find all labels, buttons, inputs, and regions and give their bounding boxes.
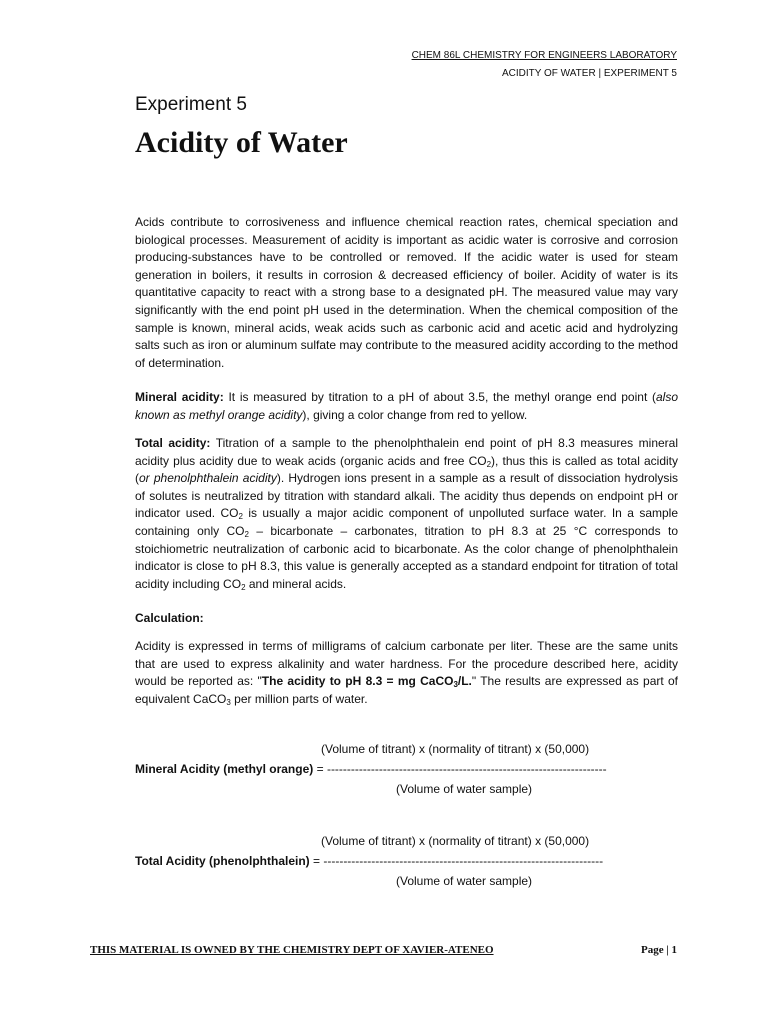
- formula-fraction-bar: = ----------------------------------------------------------------------: [313, 762, 607, 776]
- mineral-text-2: ), giving a color change from red to yellow.: [302, 407, 528, 422]
- total-italic: or phenolphthalein acidity: [139, 471, 277, 486]
- total-text-4: is usually a major acidic component of unpolluted surface water. In a sample containing only CO: [135, 506, 678, 538]
- intro-paragraph: Acids contribute to corrosiveness and influence chemical reaction rates, chemical speciation and biological processes. Measurement of acidity is important as acidic water is corrosive and corrosion producing-substances have to be controlled or removed. If the acidic water is used for steam generation in boilers, it results in corrosion & decreased efficiency of boiler. Acidity of water is its quantitative capacity to react with a strong base to a designated pH. The measured value may vary significantly with the end point pH used in the determination. When the chemical composition of the sample is known, mineral acids, weak acids such as carbonic acid and acetic acid and hydrolyzing salts such as iron or aluminum sulfate may contribute to the measured acidity according to the method of determination.: [135, 215, 678, 370]
- total-text-3: ). Hydrogen ions present in a sample as a result of dissociation hydrolysis of solutes is neutralized by titration with standard alkali. The acidity thus depends on endpoint pH or indicator used. CO: [135, 471, 678, 521]
- calc-bold-2: /L.: [457, 674, 472, 689]
- mineral-acidity-label: Mineral acidity:: [135, 390, 224, 404]
- total-text-1: Titration of a sample to the phenolphthalein end point of pH 8.3 measures mineral acidity plus acidity due to weak acids (organic acids and free CO: [135, 436, 679, 468]
- ownership-footer: THIS MATERIAL IS OWNED BY THE CHEMISTRY DEPT OF XAVIER-ATENEO: [90, 944, 494, 956]
- subscript-2: 2: [238, 512, 243, 522]
- running-header-course: CHEM 86L CHEMISTRY FOR ENGINEERS LABORATORY: [411, 50, 677, 61]
- subscript-2: 2: [241, 582, 246, 592]
- calc-text-3: per million parts of water.: [230, 691, 368, 706]
- page-number: Page | 1: [640, 944, 677, 956]
- formula-label: Mineral Acidity (methyl orange): [135, 762, 314, 776]
- formula-label: Total Acidity (phenolphthalein): [135, 854, 310, 868]
- formula-denominator: (Volume of water sample): [396, 874, 533, 888]
- formula-numerator: (Volume of titrant) x (normality of titrant) x (50,000): [321, 834, 590, 848]
- total-acidity-paragraph: [135, 435, 678, 593]
- mineral-acidity-paragraph: [135, 389, 678, 424]
- formula-fraction-bar: = ----------------------------------------------------------------------: [309, 854, 604, 868]
- running-header-subtitle: ACIDITY OF WATER | EXPERIMENT 5: [501, 68, 677, 79]
- total-text-5: – bicarbonate – carbonates, titration to pH 8.3 at 25 °C corresponds to stoichiometric neutralization of carbonic acid to bicarbonate. As the color change of phenolphthalein indicator is close to pH 8.3, this value is generally accepted as a standard endpoint for titration of total acidity including CO: [135, 523, 678, 591]
- total-text-2: ), thus this is called as total acidity (: [135, 453, 678, 486]
- subscript-2: 2: [486, 459, 492, 469]
- calc-bold-1: The acidity to pH 8.3 = mg CaCO: [261, 674, 454, 689]
- experiment-label: Experiment 5: [135, 94, 247, 115]
- formula-line: [135, 762, 607, 776]
- mineral-italic: also known as methyl orange acidity: [135, 390, 678, 422]
- calc-text-2: " The results are expressed as part of equivalent CaCO: [135, 674, 678, 706]
- page-title: Acidity of Water: [135, 126, 348, 159]
- calculation-heading: [135, 610, 678, 628]
- formula-line: [135, 854, 603, 868]
- subscript-2: 2: [244, 529, 249, 539]
- mineral-text-1: It is measured by titration to a pH of about 3.5, the methyl orange end point (: [223, 390, 656, 404]
- formula-numerator: (Volume of titrant) x (normality of titrant) x (50,000): [321, 742, 590, 756]
- subscript-3: 3: [226, 697, 231, 707]
- formula-denominator: (Volume of water sample): [396, 782, 533, 796]
- total-text-6: and mineral acids.: [245, 576, 347, 591]
- subscript-3: 3: [453, 680, 458, 690]
- calc-text-1: Acidity is expressed in terms of milligrams of calcium carbonate per liter. These are the same units that are used to express alkalinity and water hardness. For the procedure described here, acidity would be reported as: ": [135, 639, 678, 689]
- calculation-paragraph: [135, 638, 678, 708]
- calculation-heading-text: Calculation:: [135, 611, 204, 625]
- total-acidity-label: Total acidity:: [135, 436, 211, 450]
